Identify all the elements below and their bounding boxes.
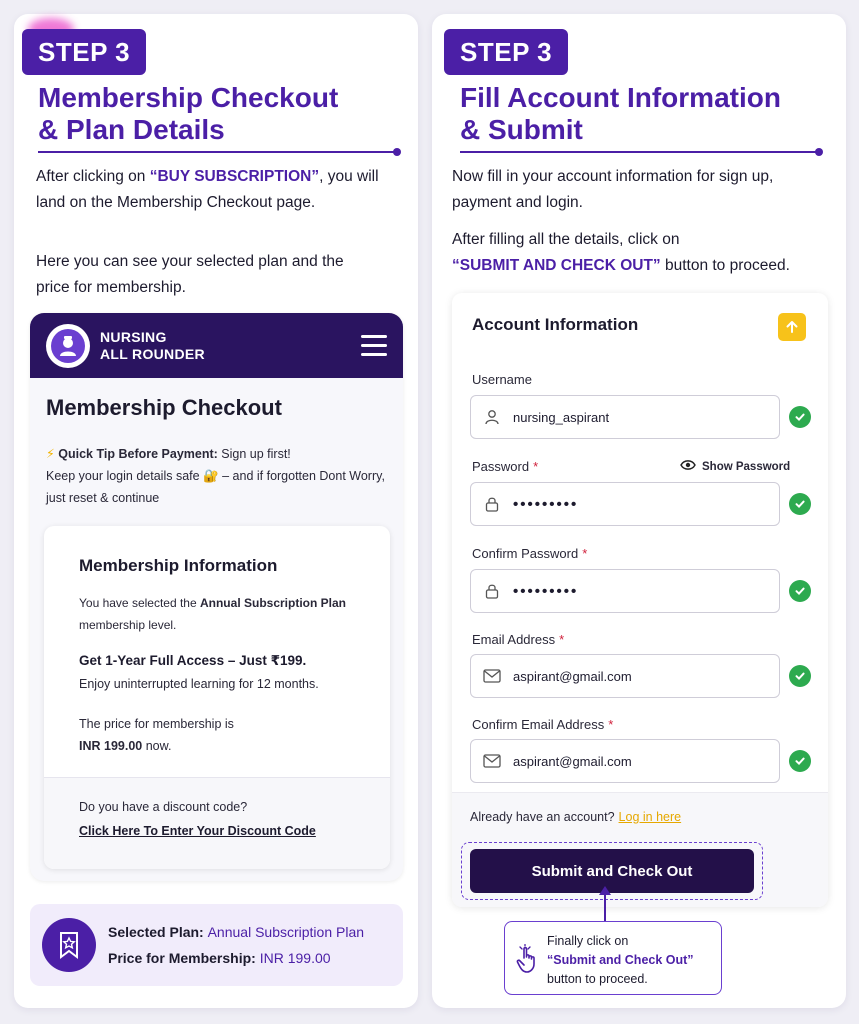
discount-section (44, 777, 390, 869)
arrow-up-icon[interactable] (778, 313, 806, 341)
heading-divider (460, 151, 820, 153)
selected-plan-summary (30, 904, 403, 986)
confirm-email-label: Confirm Email Address * (472, 717, 614, 732)
login-prompt: Already have an account? Log in here (470, 810, 682, 824)
eye-icon (680, 459, 696, 474)
mail-icon (483, 752, 501, 770)
offer-text: Get 1-Year Full Access – Just ₹199. (79, 653, 307, 668)
email-label: Email Address * (472, 632, 565, 647)
login-link[interactable]: Log in here (618, 810, 682, 824)
discount-code-link[interactable]: Click Here To Enter Your Discount Code (79, 824, 316, 838)
confirm-email-field[interactable]: aspirant@gmail.com (470, 739, 780, 783)
checkout-mockup (30, 313, 403, 881)
check-icon (789, 580, 811, 602)
heading-line-2: & Submit (460, 114, 583, 145)
membership-info-title: Membership Information (79, 556, 278, 575)
confirm-password-label: Confirm Password * (472, 546, 588, 561)
lightning-icon: ⚡ (46, 447, 55, 461)
offer-subtext: Enjoy uninterrupted learning for 12 months. (79, 677, 319, 691)
panel-heading (38, 82, 338, 146)
form-title: Account Information (472, 315, 639, 334)
heading-divider (38, 151, 398, 153)
bookmark-star-icon (42, 918, 96, 972)
submit-checkout-button[interactable]: Submit and Check Out (470, 849, 754, 893)
account-form (452, 293, 828, 907)
panel-heading (460, 82, 781, 146)
lock-icon (483, 495, 501, 513)
show-password-toggle[interactable]: Show Password (680, 459, 790, 474)
price-value-line: INR 199.00 now. (79, 739, 172, 753)
logo[interactable] (46, 324, 90, 368)
step-badge: STEP 3 (22, 29, 146, 75)
account-panel (432, 14, 846, 1008)
check-icon (789, 665, 811, 687)
discount-question: Do you have a discount code? (79, 800, 248, 814)
intro-paragraph: Now fill in your account information for sign up, payment and login. (452, 168, 774, 211)
quick-tip: ⚡ Quick Tip Before Payment: Sign up first! Keep your login details safe 🔐 – and if forgotten Dont Worry, just reset & continue (46, 447, 385, 505)
brand-name: NURSING ALL ROUNDER (100, 328, 205, 362)
intro-paragraph: After clicking on “BUY SUBSCRIPTION”, you will land on the Membership Checkout page. (36, 168, 379, 211)
user-icon (483, 408, 501, 426)
page-title: Membership Checkout (46, 395, 282, 420)
pointer-hand-icon (515, 944, 541, 974)
heading-line-1: Fill Account Information (460, 82, 781, 113)
heading-line-1: Membership Checkout (38, 82, 339, 113)
password-field[interactable]: ••••••••• (470, 482, 780, 526)
intro-paragraph-2: After filling all the details, click on “SUBMIT AND CHECK OUT” button to proceed. (452, 231, 790, 274)
username-field[interactable]: nursing_aspirant (470, 395, 780, 439)
selected-plan-line: Selected Plan: Annual Subscription Plan (108, 924, 365, 940)
lock-icon (483, 582, 501, 600)
price-text: The price for membership is (79, 717, 234, 731)
membership-price-line: Price for Membership: INR 199.00 (108, 950, 331, 966)
submit-highlight (461, 842, 763, 900)
step-badge: STEP 3 (444, 29, 568, 75)
menu-icon[interactable] (361, 335, 387, 356)
site-header (30, 313, 403, 378)
intro-paragraph-2: Here you can see your selected plan and the price for membership. (36, 253, 344, 296)
form-footer (452, 792, 828, 907)
checkout-panel (14, 14, 418, 1008)
password-label: Password * (472, 459, 539, 474)
lock-key-icon: 🔐 (203, 469, 219, 483)
heading-line-2: & Plan Details (38, 114, 225, 145)
check-icon (789, 493, 811, 515)
mail-icon (483, 667, 501, 685)
confirm-password-field[interactable]: ••••••••• (470, 569, 780, 613)
username-label: Username (472, 372, 532, 387)
email-field[interactable]: aspirant@gmail.com (470, 654, 780, 698)
membership-info-card (44, 526, 390, 869)
check-icon (789, 406, 811, 428)
nurse-icon (51, 329, 85, 363)
callout-connector (604, 893, 606, 921)
callout-text: Finally click on “Submit and Check Out” button to proceed. (547, 934, 694, 986)
submit-callout (504, 921, 722, 995)
selected-level-text: You have selected the Annual Subscription Plan membership level. (79, 596, 346, 632)
check-icon (789, 750, 811, 772)
